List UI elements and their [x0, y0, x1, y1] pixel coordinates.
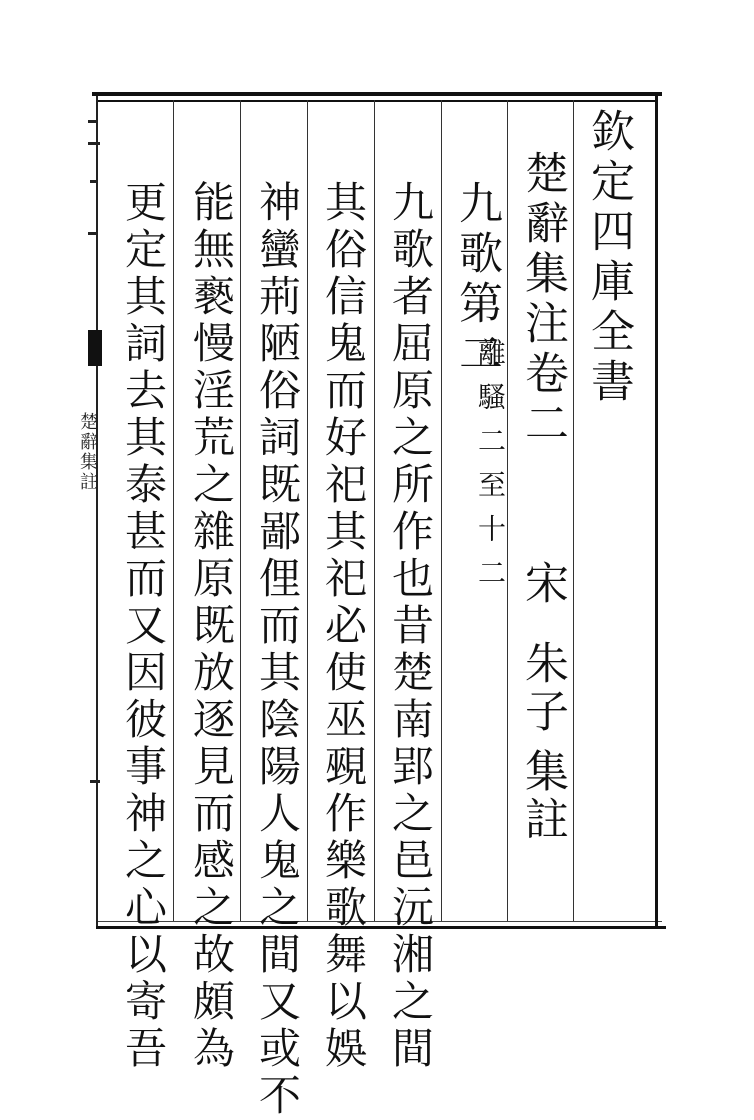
body-line-1: 九歌者屈原之所作也昔楚南郢之邑沅湘之間: [386, 180, 435, 1073]
top-border-outer: [92, 92, 662, 96]
book-title: 楚辭集注卷二: [517, 150, 568, 450]
fish-tail-mark: [88, 330, 102, 366]
right-border: [655, 96, 658, 928]
series-title: 欽定四庫全書: [583, 108, 634, 408]
column-divider: [441, 100, 442, 921]
margin-mark: [90, 180, 98, 183]
margin-mark: [88, 232, 98, 235]
chapter-title: 九歌第二: [451, 180, 502, 380]
author-name: 朱子: [517, 640, 568, 736]
left-border: [96, 96, 98, 926]
column-divider: [307, 100, 308, 921]
column-divider: [173, 100, 174, 921]
chapter-note: 離騷二至十二: [474, 338, 507, 602]
author-dynasty: 宋: [517, 560, 568, 610]
body-line-4: 能無褻慢淫荒之雜原既放逐見而感之故頗為: [187, 180, 236, 1073]
fore-edge-label: 楚辭集註: [77, 412, 98, 492]
margin-mark: [88, 120, 98, 123]
column-divider: [374, 100, 375, 921]
body-line-3: 神蠻荊陋俗詞既鄙俚而其陰陽人鬼之間又或不: [253, 180, 302, 1120]
body-line-5: 更定其詞去其泰甚而又因彼事神之心以寄吾: [119, 180, 168, 1073]
margin-mark: [88, 142, 100, 145]
body-line-2: 其俗信鬼而好祀其祀必使巫覡作樂歌舞以娛: [319, 180, 368, 1073]
margin-mark: [90, 780, 100, 783]
author-role: 集註: [517, 748, 568, 844]
column-divider: [573, 100, 574, 921]
